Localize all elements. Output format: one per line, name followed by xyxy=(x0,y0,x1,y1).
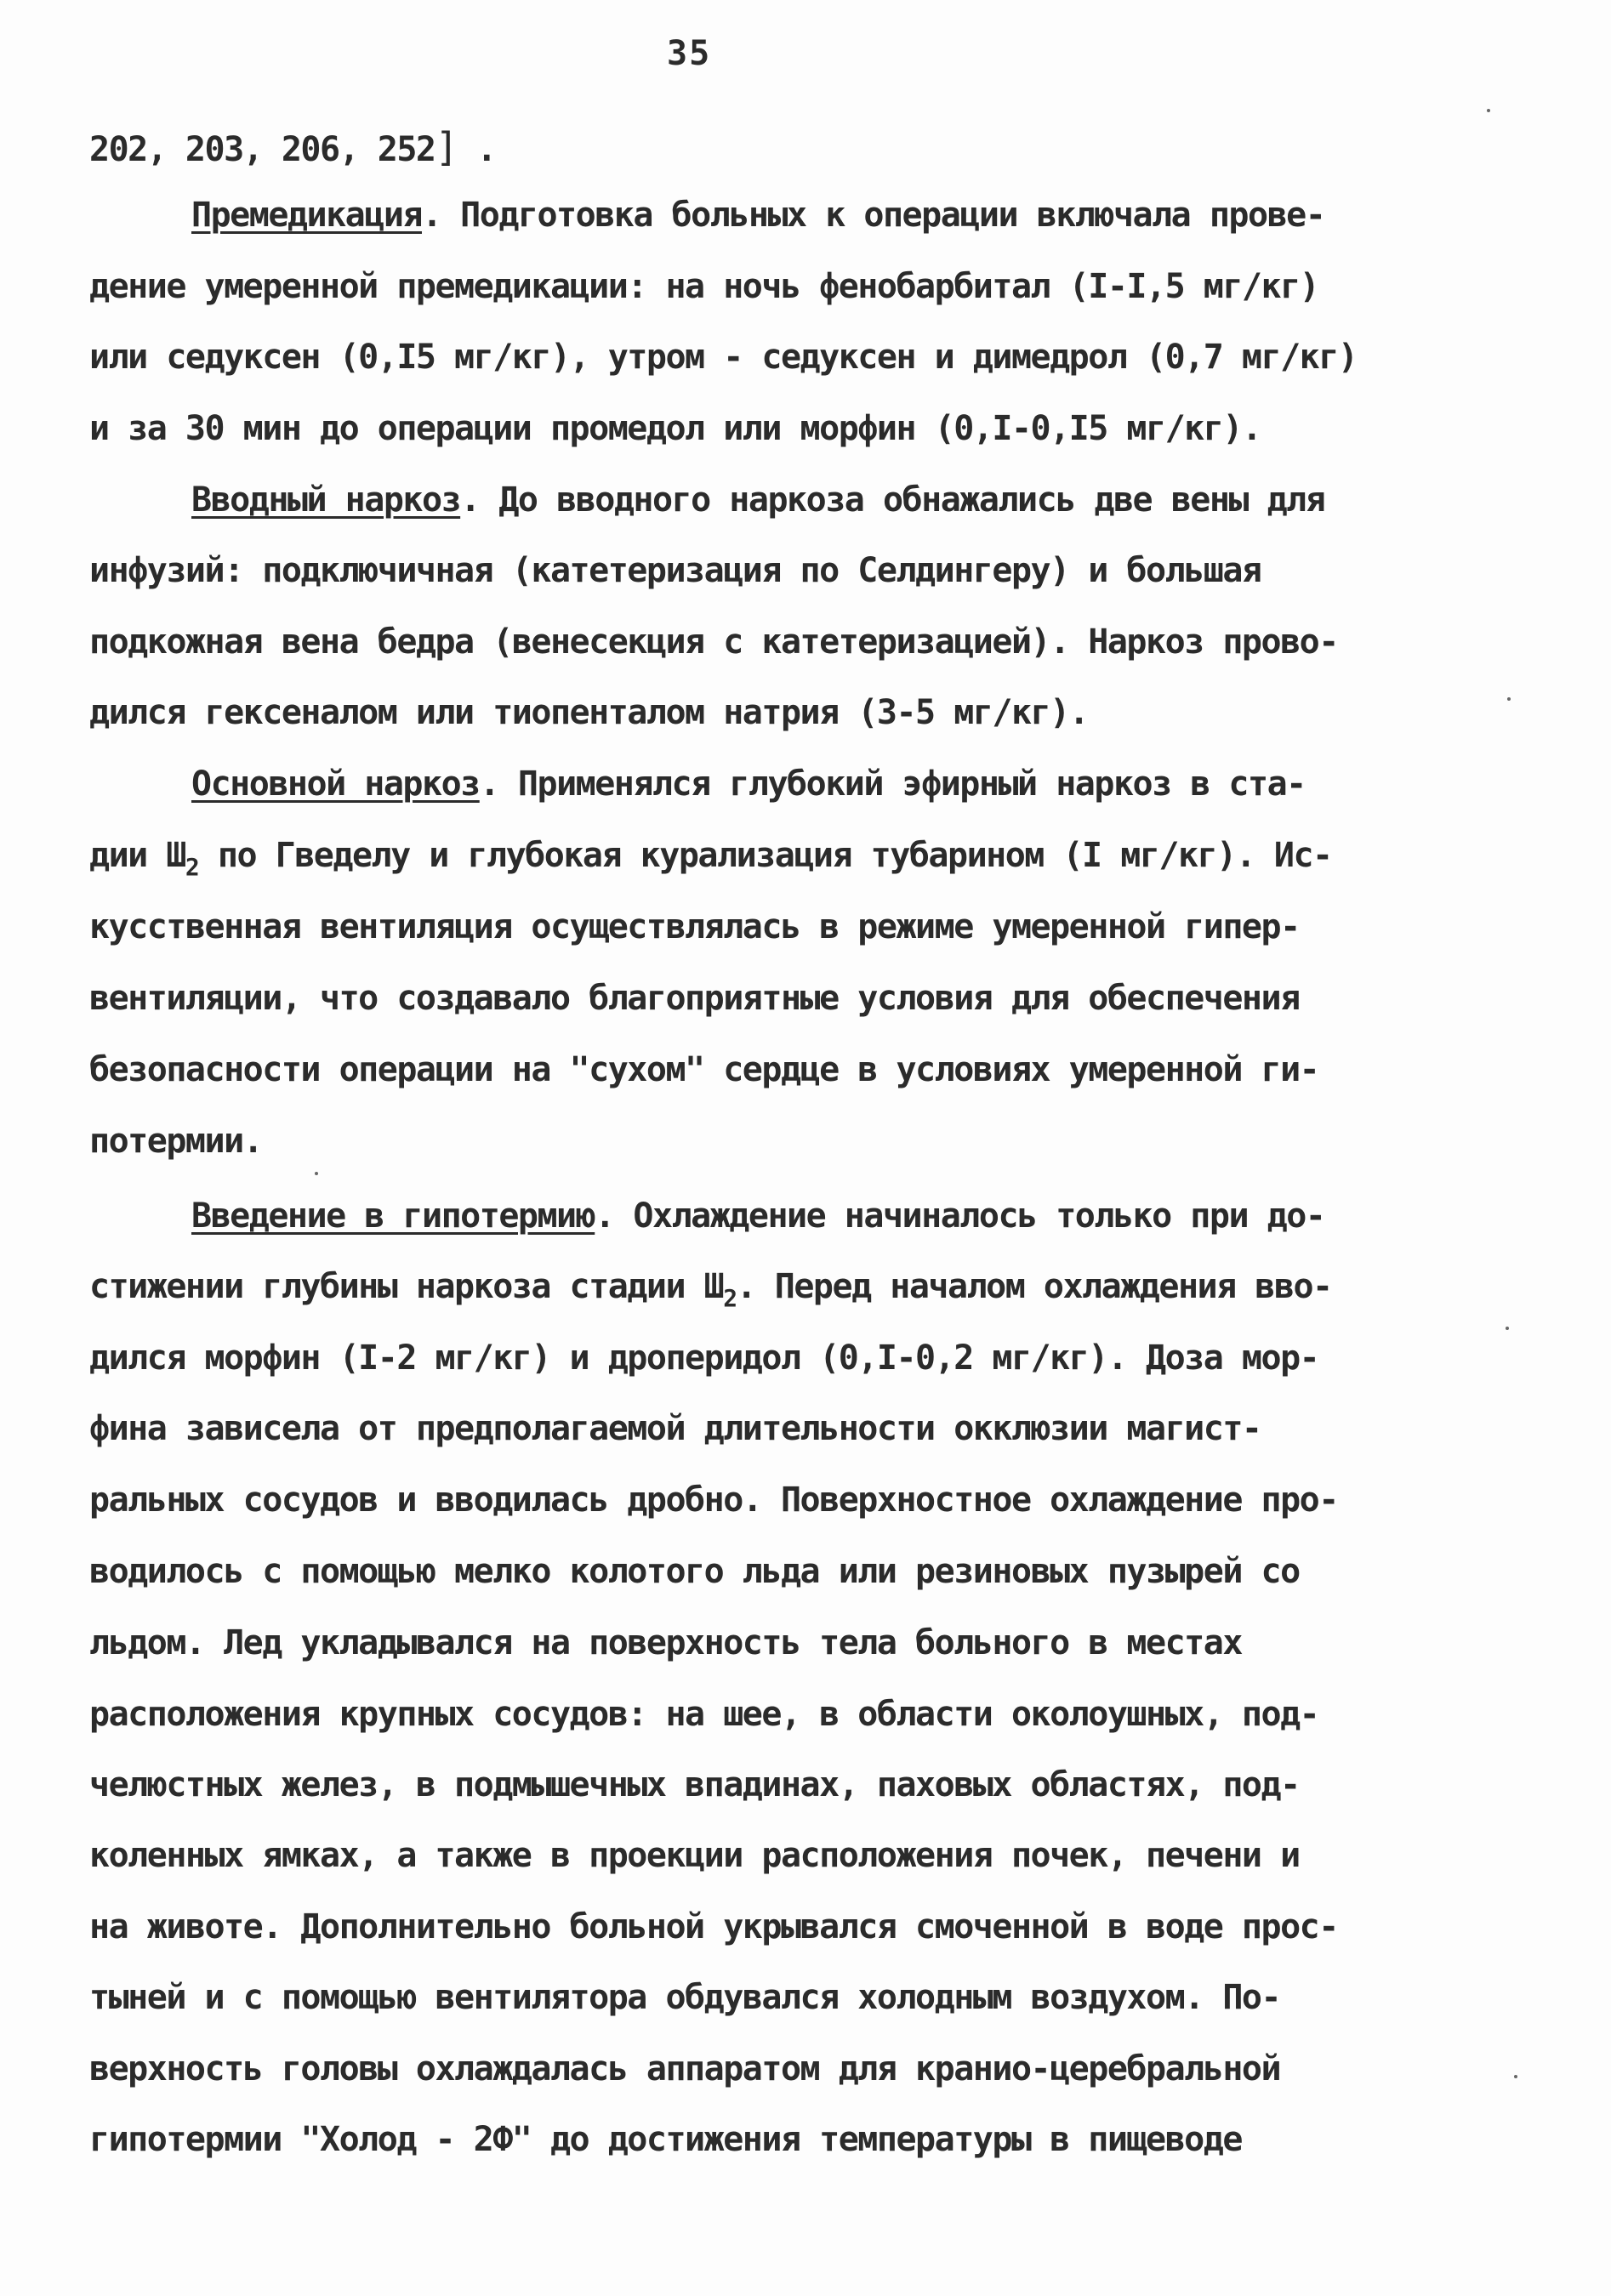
line-text: . Подготовка больных к операции включала прове- xyxy=(421,196,1325,235)
text-line xyxy=(191,196,1325,235)
text-line: челюстных желез, в подмышечных впадинах, паховых областях, под- xyxy=(89,1765,1300,1804)
text-line: потермии. xyxy=(89,1122,263,1161)
line-text: . Перед началом охлаждения вво- xyxy=(736,1267,1332,1306)
line-text: дии Ш xyxy=(89,836,185,875)
subscript: 2 xyxy=(723,1284,737,1312)
scan-speck xyxy=(1487,109,1490,112)
text-line xyxy=(89,836,1332,881)
text-line xyxy=(191,480,1325,520)
text-line: тыней и с помощью вентилятора обдувался холодным воздухом. По- xyxy=(89,1978,1281,2017)
text-line: безопасности операции на "сухом" сердце в условиях умеренной ги- xyxy=(89,1050,1319,1089)
scan-speck xyxy=(1507,697,1511,701)
line-text: . Применялся глубокий эфирный наркоз в ста- xyxy=(479,764,1306,804)
section-heading: Введение в гипотермию xyxy=(191,1196,595,1236)
line-text: . Охлаждение начиналось только при до- xyxy=(595,1196,1325,1236)
line-text: . До вводного наркоза обнажались две вены для xyxy=(460,480,1325,520)
line-end: . xyxy=(457,130,496,169)
text-line: и за 30 мин до операции промедол или морфин (0,I-0,I5 мг/кг). xyxy=(89,409,1261,448)
reference-list: 202, 203, 206, 252 xyxy=(89,130,435,169)
text-line xyxy=(191,1196,1325,1236)
subscript: 2 xyxy=(185,853,199,881)
text-line: фина зависела от предполагаемой длительности окклюзии магист- xyxy=(89,1409,1261,1448)
text-line: ральных сосудов и вводилась дробно. Поверхностное охлаждение про- xyxy=(89,1480,1338,1520)
text-line: дение умеренной премедикации: на ночь фенобарбитал (I-I,5 мг/кг) xyxy=(89,267,1319,306)
scan-speck xyxy=(315,1172,318,1175)
scan-speck xyxy=(1514,2075,1517,2078)
scan-speck xyxy=(1506,1327,1509,1330)
text-line: гипотермии "Холод - 2Ф" до достижения температуры в пищеводе xyxy=(89,2120,1242,2159)
section-heading: Вводный наркоз xyxy=(191,480,461,520)
section-heading: Премедикация xyxy=(191,196,422,235)
line-text: по Гведелу и глубокая курализация тубарином (I мг/кг). Ис- xyxy=(198,836,1332,875)
text-line: верхность головы охлаждалась аппаратом для кранио-церебральной xyxy=(89,2049,1281,2089)
text-line: водилось с помощью мелко колотого льда или резиновых пузырей со xyxy=(89,1552,1300,1591)
text-line xyxy=(89,124,496,170)
section-heading: Основной наркоз xyxy=(191,764,480,804)
text-line: подкожная вена бедра (венесекция с катетеризацией). Наркоз прово- xyxy=(89,622,1338,662)
text-line: инфузий: подключичная (катетеризация по Селдингеру) и большая xyxy=(89,551,1261,590)
text-line: дился гексеналом или тиопенталом натрия (3-5 мг/кг). xyxy=(89,693,1089,732)
text-line: или седуксен (0,I5 мг/кг), утром - седуксен и димедрол (0,7 мг/кг) xyxy=(89,338,1358,377)
text-line: вентиляции, что создавало благоприятные условия для обеспечения xyxy=(89,979,1300,1018)
text-line: дился морфин (I-2 мг/кг) и дроперидол (0,I-0,2 мг/кг). Доза мор- xyxy=(89,1338,1319,1378)
closing-bracket: ] xyxy=(435,124,458,170)
text-line: расположения крупных сосудов: на шее, в области околоушных, под- xyxy=(89,1695,1319,1734)
line-text: стижении глубины наркоза стадии Ш xyxy=(89,1267,724,1306)
page-number: 35 xyxy=(667,34,712,73)
text-line: кусственная вентиляция осуществлялась в режиме умеренной гипер- xyxy=(89,907,1300,946)
text-line: коленных ямках, а также в проекции расположения почек, печени и xyxy=(89,1836,1300,1875)
text-line xyxy=(89,1267,1332,1312)
text-line xyxy=(191,764,1306,804)
text-line: льдом. Лед укладывался на поверхность тела больного в местах xyxy=(89,1623,1242,1662)
text-line: на животе. Дополнительно больной укрывался смоченной в воде прос- xyxy=(89,1907,1338,1946)
